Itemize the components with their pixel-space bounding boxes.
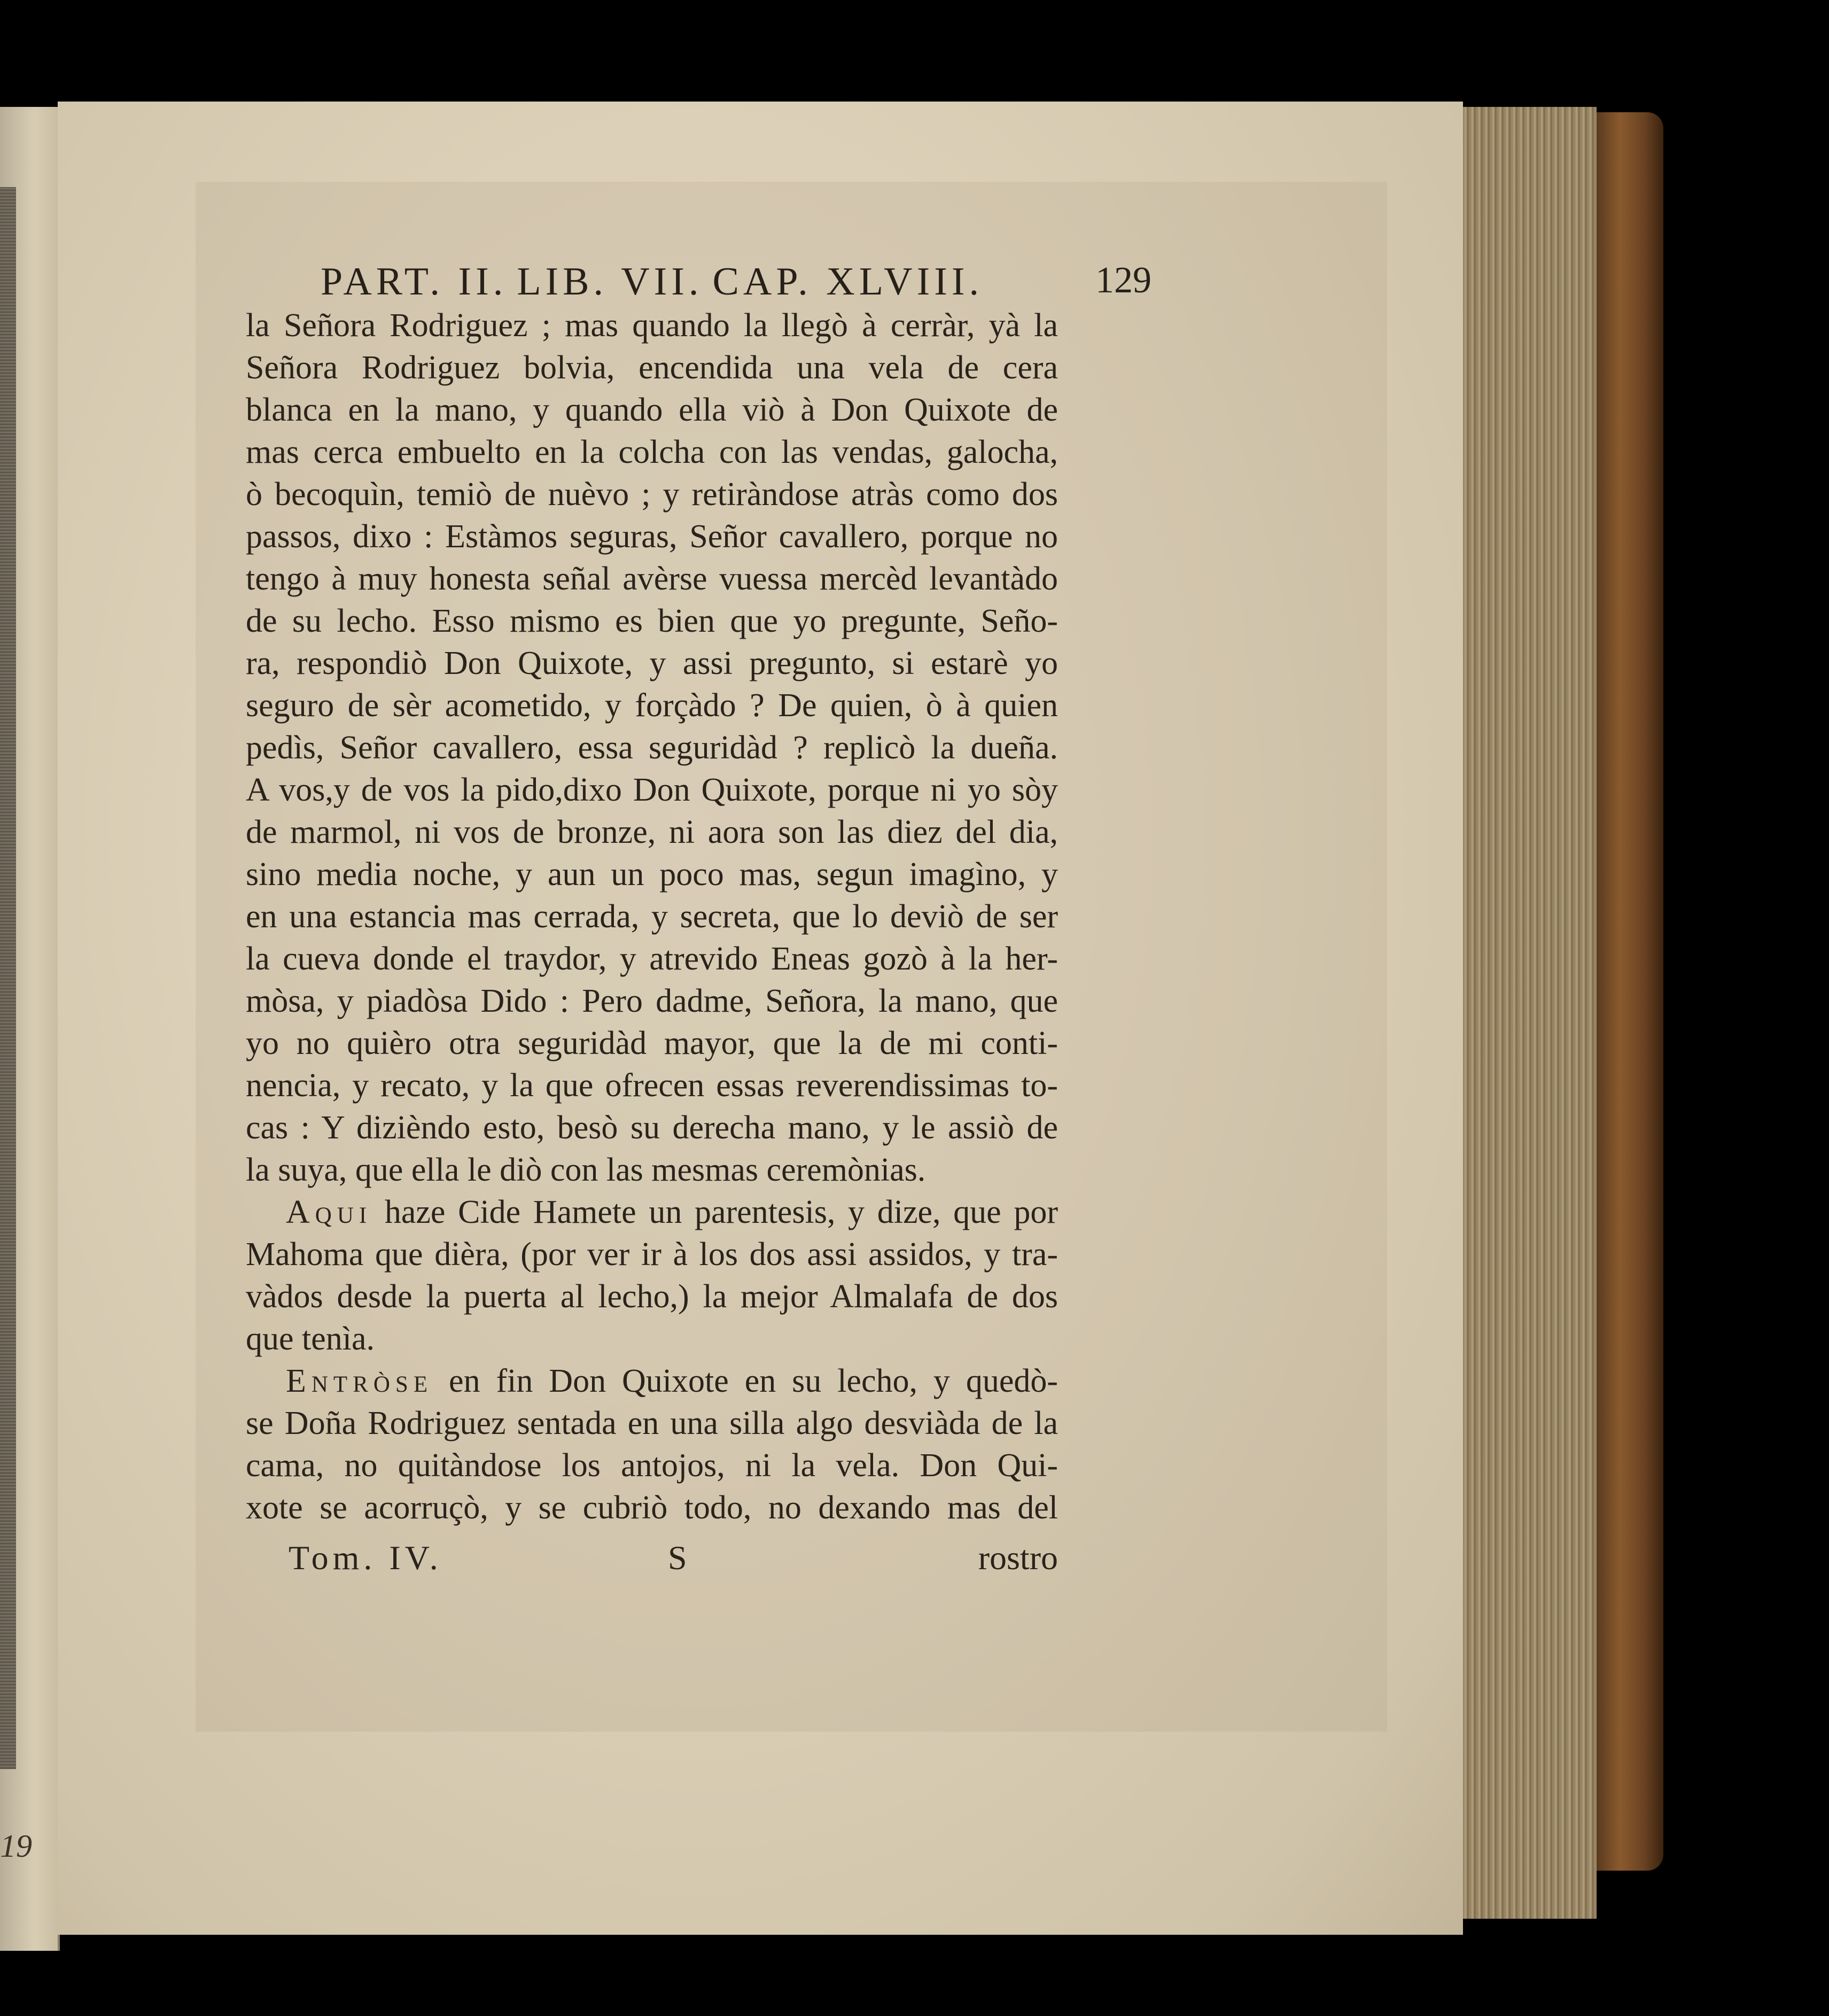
text-line: la cueva donde el traydor, y atrevido Eneas gozò à la her- bbox=[246, 941, 1058, 977]
paragraph-lead: Entròse bbox=[286, 1363, 433, 1399]
text-line: la suya, que ella le diò con las mesmas ceremònias. bbox=[246, 1152, 926, 1188]
text-line: cama, no quitàndose los antojos, ni la vela. Don Qui- bbox=[246, 1447, 1058, 1484]
page-edges bbox=[1463, 107, 1597, 1919]
text-line: blanca en la mano, y quando ella viò à Don Quixote de bbox=[246, 392, 1058, 428]
text-line: tengo à muy honesta señal avèrse vuessa mercèd levantàdo bbox=[246, 561, 1058, 597]
text-line: de marmol, ni vos de bronze, ni aora son las diez del dia, bbox=[246, 814, 1058, 850]
text-line: Señora Rodriguez bolvia, encendida una vela de cera bbox=[246, 350, 1058, 386]
text-line: en fin Don Quixote en su lecho, y quedò- bbox=[449, 1363, 1059, 1399]
text-line: vàdos desde la puerta al lecho,) la mejor Almalafa de dos bbox=[246, 1278, 1058, 1315]
text-line: haze Cide Hamete un parentesis, y dize, que por bbox=[384, 1194, 1058, 1230]
book-cover bbox=[1597, 112, 1663, 1871]
paragraph-lead: Aqui bbox=[286, 1194, 372, 1230]
running-header bbox=[321, 259, 983, 305]
left-page-folio: 19 bbox=[0, 1828, 32, 1864]
signature-mark: S bbox=[668, 1539, 687, 1577]
text-line: se Doña Rodriguez sentada en una silla algo desviàda de la bbox=[246, 1405, 1058, 1441]
volume-mark: Tom. IV. bbox=[289, 1539, 442, 1577]
text-line: nencia, y recato, y la que ofrecen essas reverendissimas to- bbox=[246, 1067, 1058, 1104]
text-line: en una estancia mas cerrada, y secreta, que lo deviò de ser bbox=[246, 898, 1058, 935]
left-page bbox=[0, 107, 60, 1951]
text-line: de su lecho. Esso mismo es bien que yo pregunte, Seño- bbox=[246, 603, 1058, 639]
left-page-engraving bbox=[0, 187, 16, 1769]
body-text bbox=[246, 305, 1058, 1529]
text-line: mòsa, y piadòsa Dido : Pero dadme, Señora, la mano, que bbox=[246, 983, 1058, 1019]
paragraph-start bbox=[246, 1191, 1058, 1234]
header-book: LIB. VII. bbox=[517, 260, 703, 304]
text-line: sino media noche, y aun un poco mas, segun imagìno, y bbox=[246, 856, 1058, 893]
text-line: pedìs, Señor cavallero, essa seguridàd ? replicò la dueña. bbox=[246, 730, 1058, 766]
page-number: 129 bbox=[1095, 260, 1151, 301]
paragraph-start bbox=[246, 1360, 1058, 1402]
catchword: rostro bbox=[978, 1539, 1058, 1577]
text-line: Mahoma que dièra, (por ver ir à los dos assi assidos, y tra- bbox=[246, 1236, 1058, 1273]
text-line: la Señora Rodriguez ; mas quando la llegò à cerràr, yà la bbox=[246, 307, 1058, 344]
text-line: cas : Y dizièndo esto, besò su derecha mano, y le assiò de bbox=[246, 1110, 1058, 1146]
text-line: ò becoquìn, temiò de nuèvo ; y retiràndose atràs como dos bbox=[246, 476, 1058, 513]
text-line: que tenìa. bbox=[246, 1321, 375, 1357]
text-line: xote se acorruçò, y se cubriò todo, no dexando mas del bbox=[246, 1490, 1058, 1526]
text-line: A vos,y de vos la pido,dixo Don Quixote, porque ni yo sòy bbox=[246, 772, 1058, 808]
text-line: ra, respondiò Don Quixote, y assi pregunto, si estarè yo bbox=[246, 645, 1058, 681]
text-line: yo no quièro otra seguridàd mayor, que la de mi conti- bbox=[246, 1025, 1058, 1061]
text-line: mas cerca embuelto en la colcha con las vendas, galocha, bbox=[246, 434, 1058, 470]
text-line: seguro de sèr acometido, y forçàdo ? De quien, ò à quien bbox=[246, 687, 1058, 724]
header-chapter: CAP. XLVIII. bbox=[712, 260, 983, 304]
header-part: PART. II. bbox=[321, 260, 508, 304]
text-line: passos, dixo : Estàmos seguras, Señor cavallero, porque no bbox=[246, 518, 1058, 555]
